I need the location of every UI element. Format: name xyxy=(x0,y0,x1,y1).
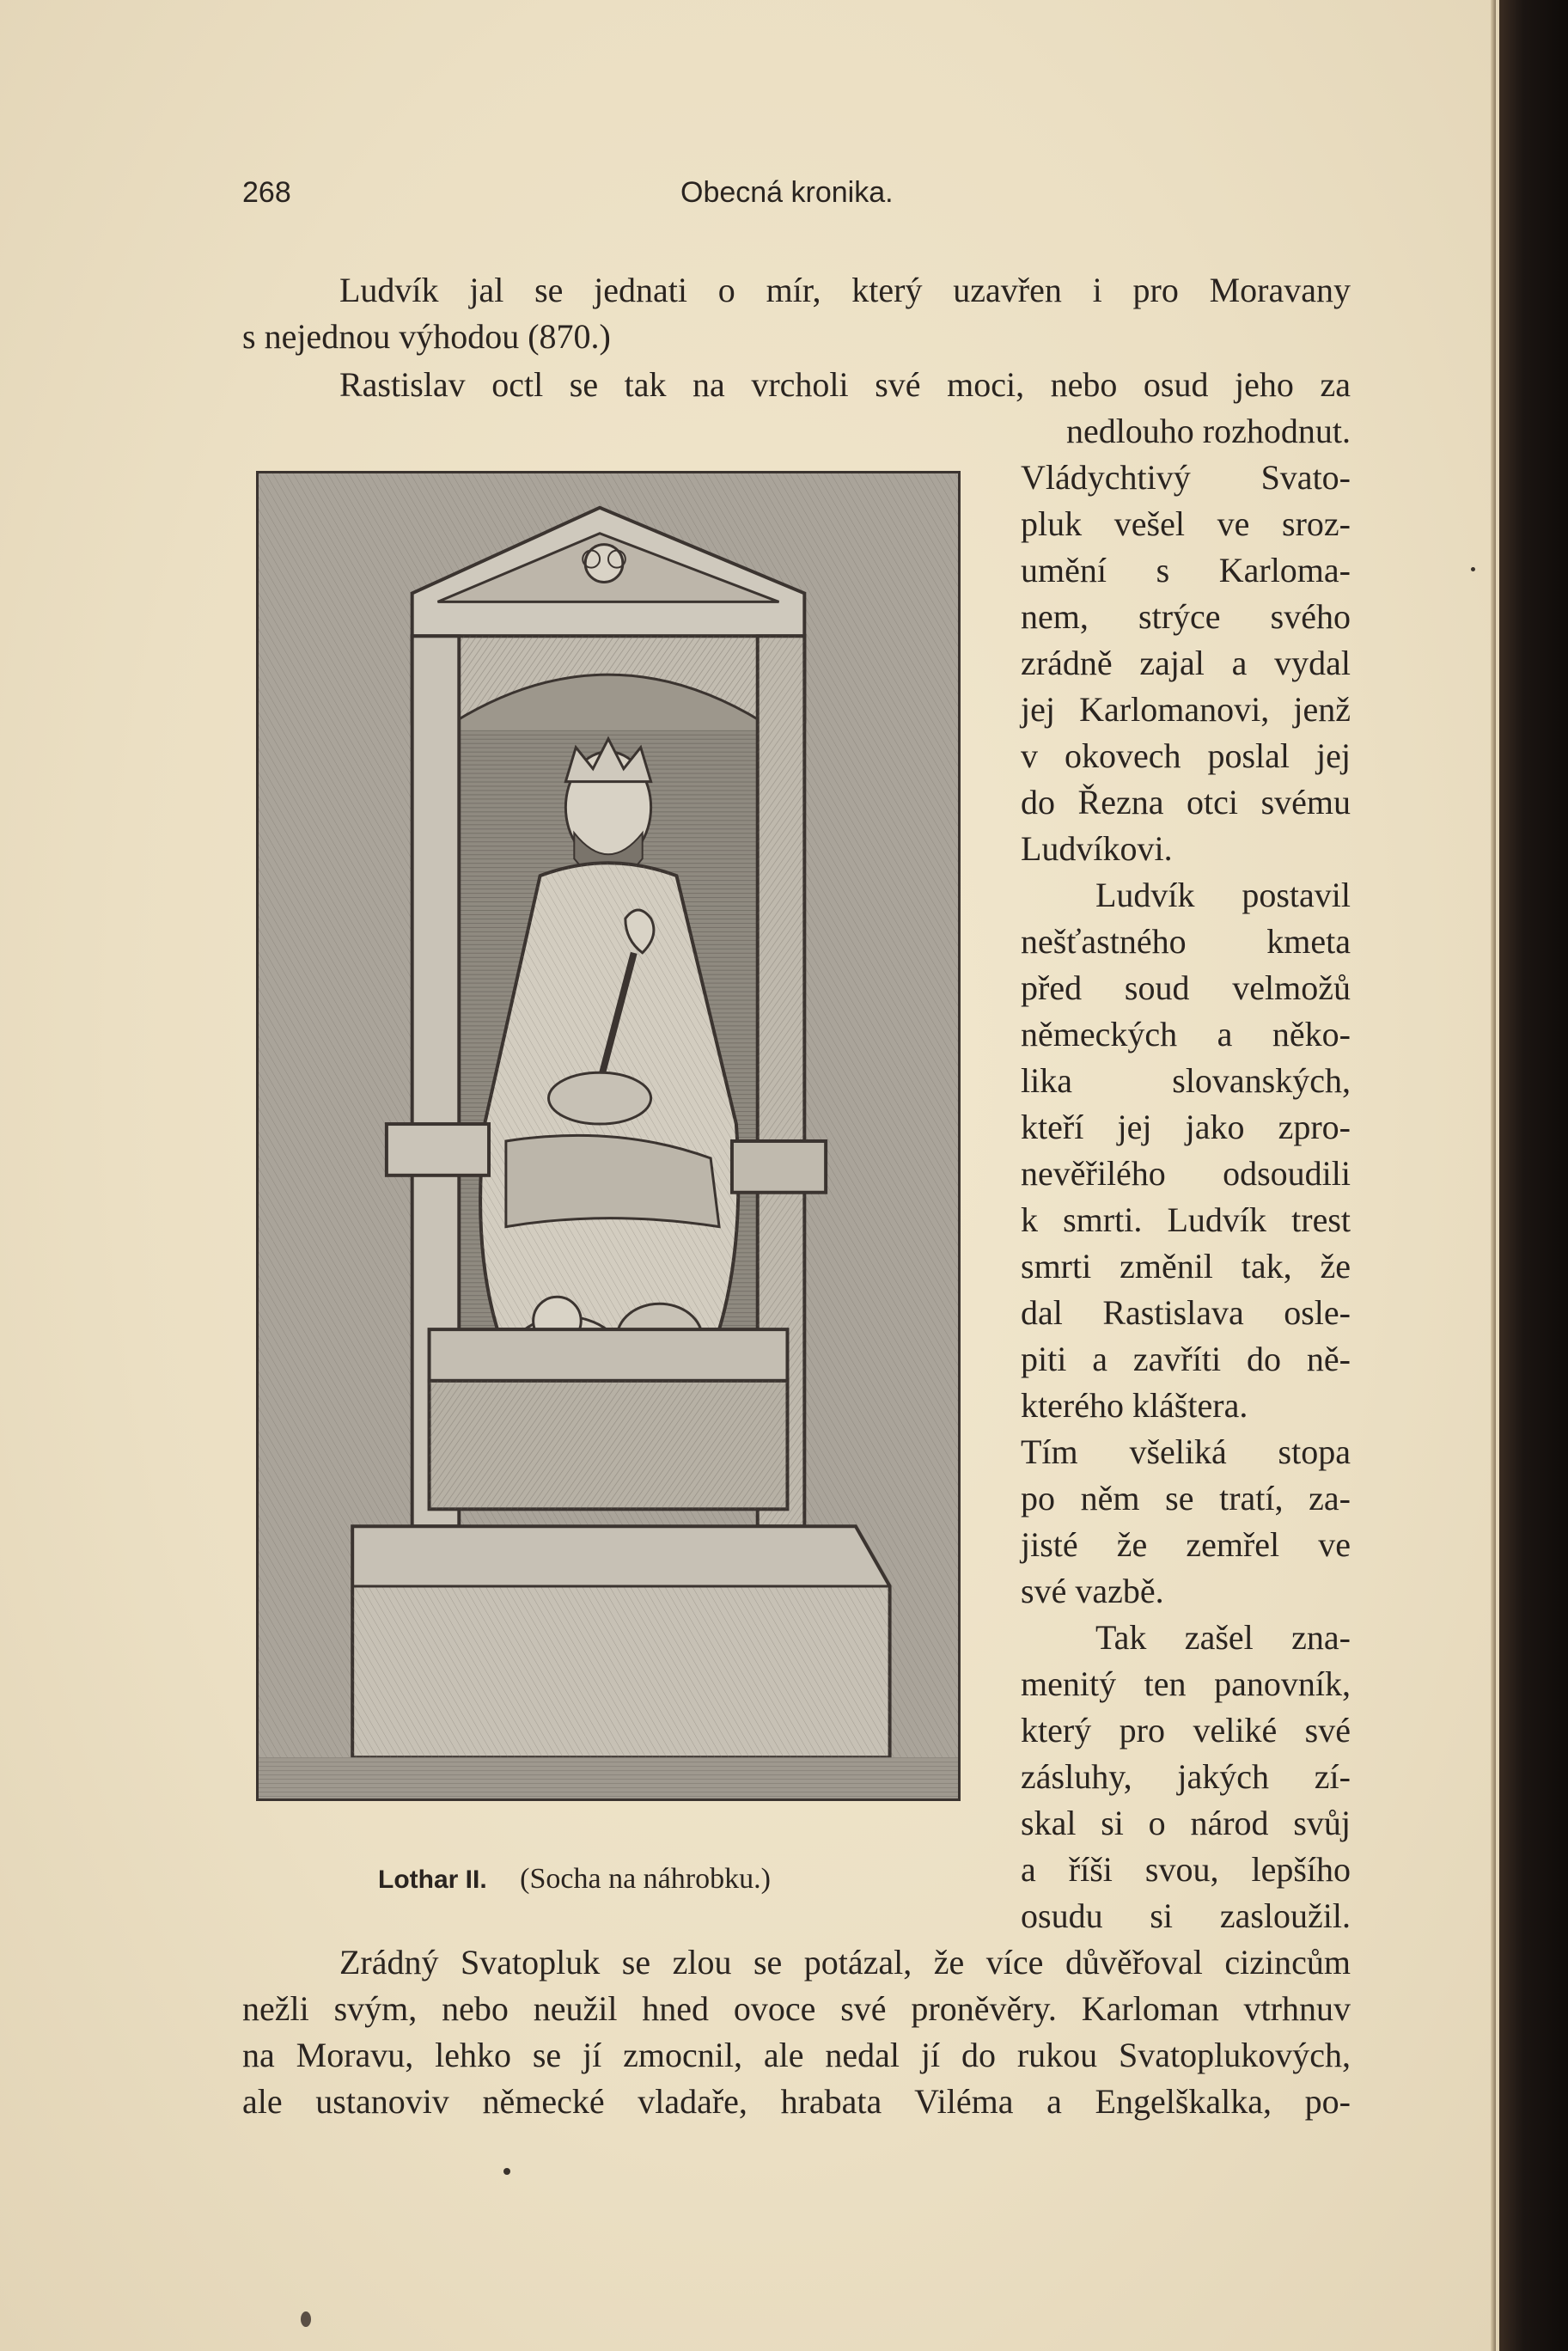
text-line: zrádně zajal a vydal xyxy=(1021,644,1351,682)
text-line: své vazbě. xyxy=(1021,1572,1164,1610)
text-line: menitý ten panovník, xyxy=(1021,1664,1351,1703)
text-line: ale ustanoviv německé vladaře, hrabata Viléma a Engelškalka, po- xyxy=(242,2082,1351,2121)
text-line: dal Rastislava osle- xyxy=(1021,1293,1351,1332)
paper-speck xyxy=(1471,567,1475,571)
text-line: kterého kláštera. xyxy=(1021,1386,1248,1425)
text-line: s nejednou výhodou (870.) xyxy=(242,317,611,356)
text-line: který pro veliké své xyxy=(1021,1711,1351,1750)
paper-speck xyxy=(301,2311,311,2327)
running-header xyxy=(242,176,1351,219)
text-line: kteří jej jako zpro- xyxy=(1021,1108,1351,1146)
text-line: do Řezna otci svému xyxy=(1021,783,1351,821)
text-line: umění s Karloma- xyxy=(1021,551,1351,589)
text-line: piti a zavříti do ně- xyxy=(1021,1340,1351,1378)
text-line: Zrádný Svatopluk se zlou se potázal, že více důvěřoval cizincům xyxy=(339,1943,1351,1982)
text-line: nevěřilého odsoudili xyxy=(1021,1154,1351,1193)
text-line: nešťastného kmeta xyxy=(1021,922,1351,961)
text-line: nežli svým, nebo neužil hned ovoce své proněvěry. Karloman vtrhnuv xyxy=(242,1989,1351,2028)
text-line: Ludvíkovi. xyxy=(1021,829,1173,868)
text-line: nem, strýce svého xyxy=(1021,597,1351,636)
text-line: Ludvík jal se jednati o mír, který uzavřen i pro Moravany xyxy=(339,271,1351,309)
text-line: Tak zašel zna- xyxy=(1095,1618,1351,1657)
text-line: Rastislav octl se tak na vrcholi své moci, nebo osud jeho za xyxy=(339,365,1351,404)
text-line: lika slovanských, xyxy=(1021,1061,1351,1100)
caption-name: Lothar II. xyxy=(378,1866,487,1894)
text-line: v okovech poslal jej xyxy=(1021,736,1351,775)
text-line: nedlouho rozhodnut. xyxy=(1065,412,1351,450)
text-line: po něm se tratí, za- xyxy=(1021,1479,1351,1517)
caption-text: (Socha na náhrobku.) xyxy=(520,1863,771,1895)
text-line: a říši svou, lepšího xyxy=(1021,1850,1351,1889)
text-line: Vládychtivý Svato- xyxy=(1021,458,1351,497)
text-line: osudu si zasloužil. xyxy=(1021,1896,1351,1935)
illustration-lothar-statue xyxy=(256,471,961,1801)
text-line: jej Karlomanovi, jenž xyxy=(1021,690,1351,729)
page-number: 268 xyxy=(242,176,291,209)
text-line: jisté že zemřel ve xyxy=(1021,1525,1351,1564)
text-line: před soud velmožů xyxy=(1021,968,1351,1007)
text-line: smrti změnil tak, že xyxy=(1021,1247,1351,1285)
paper-speck xyxy=(503,2168,510,2175)
figure-caption xyxy=(378,1863,771,1896)
page-edge xyxy=(1491,0,1496,2351)
text-line: na Moravu, lehko se jí zmocnil, ale nedal jí do rukou Svatoplukových, xyxy=(242,2036,1351,2074)
text-line: německých a něko- xyxy=(1021,1015,1351,1053)
running-title: Obecná kronika. xyxy=(680,176,894,209)
text-line: skal si o národ svůj xyxy=(1021,1804,1351,1842)
text-line: pluk vešel ve sroz- xyxy=(1021,504,1351,543)
text-line: Tím všeliká stopa xyxy=(1021,1432,1351,1471)
text-line: Ludvík postavil xyxy=(1095,876,1351,914)
statue-engraving-icon xyxy=(259,473,958,1798)
text-line: zásluhy, jakých zí- xyxy=(1021,1757,1351,1796)
book-binding xyxy=(1499,0,1568,2351)
text-line: k smrti. Ludvík trest xyxy=(1021,1200,1351,1239)
